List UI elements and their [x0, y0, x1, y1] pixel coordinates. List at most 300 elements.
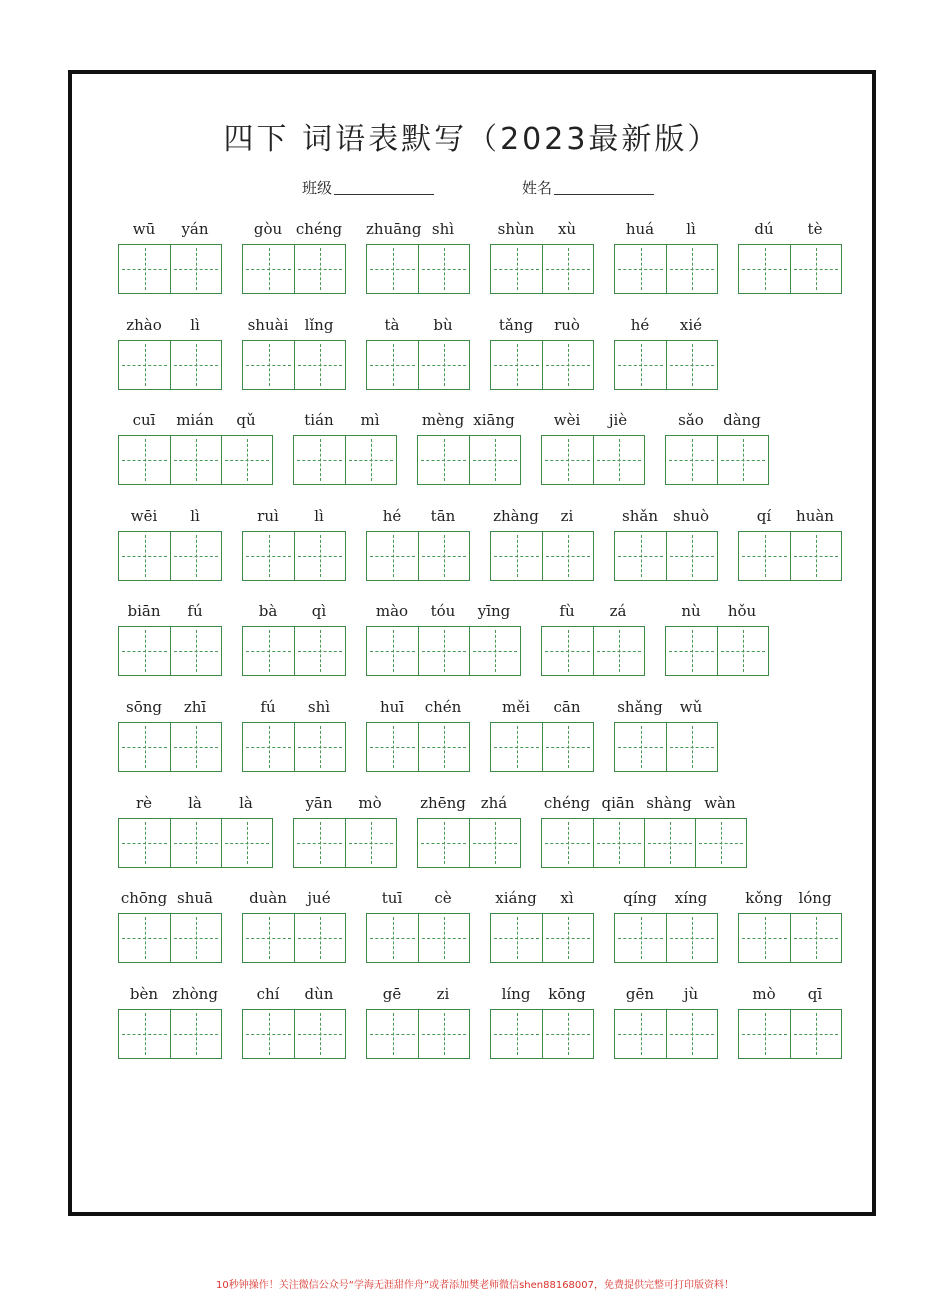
word-item	[366, 220, 469, 296]
pinyin-syllable: cān	[553, 698, 581, 716]
pinyin-row	[541, 411, 644, 431]
pinyin-syllable: tóu	[430, 602, 456, 621]
pinyin-syllable: là	[239, 793, 253, 812]
word-item	[541, 602, 644, 678]
tian-zi-ge-cell[interactable]	[666, 627, 717, 675]
tian-zi-ge-cell[interactable]	[542, 436, 593, 484]
writing-boxes	[614, 722, 718, 772]
student-info-row	[72, 177, 872, 201]
tian-zi-ge-cell[interactable]	[243, 914, 294, 962]
word-item	[118, 316, 221, 392]
pinyin-syllable: tǎng	[498, 315, 534, 334]
tian-zi-ge-cell[interactable]	[170, 1010, 221, 1058]
writing-boxes	[366, 1009, 470, 1059]
pinyin-syllable: mò	[358, 793, 382, 812]
word-item	[738, 889, 841, 965]
tian-zi-ge-cell[interactable]	[542, 532, 593, 580]
pinyin-row	[366, 507, 469, 527]
pinyin-row	[242, 889, 345, 909]
pinyin-row	[417, 411, 520, 431]
pinyin-row	[118, 602, 221, 622]
pinyin-syllable: huá	[625, 220, 655, 238]
pinyin-syllable: là	[188, 793, 202, 812]
writing-boxes	[738, 1009, 842, 1059]
pinyin-syllable: nù	[681, 602, 701, 621]
writing-boxes	[118, 244, 222, 294]
tian-zi-ge-cell[interactable]	[491, 341, 542, 389]
pinyin-syllable: qíng	[623, 889, 657, 908]
page-title: 四下 词语表默写（2023最新版）	[223, 122, 721, 157]
pinyin-syllable: shuài	[247, 315, 289, 334]
pinyin-syllable: fú	[187, 602, 203, 621]
writing-boxes	[490, 913, 594, 963]
pinyin-row	[118, 985, 221, 1005]
pinyin-syllable: biān	[127, 602, 161, 621]
pinyin-syllable: huī	[379, 698, 405, 716]
writing-boxes	[118, 722, 222, 772]
pinyin-syllable: shùn	[497, 220, 535, 238]
tian-zi-ge-cell[interactable]	[367, 723, 418, 771]
tian-zi-ge-cell[interactable]	[294, 1010, 345, 1058]
tian-zi-ge-cell[interactable]	[243, 245, 294, 293]
pinyin-syllable: chí	[256, 984, 280, 1003]
pinyin-syllable: cè	[434, 889, 452, 908]
writing-boxes	[293, 818, 397, 868]
tian-zi-ge-cell[interactable]	[469, 436, 520, 484]
pinyin-row	[118, 698, 221, 718]
pinyin-syllable: tà	[384, 315, 400, 334]
pinyin-row	[614, 220, 717, 240]
tian-zi-ge-cell[interactable]	[367, 532, 418, 580]
tian-zi-ge-cell[interactable]	[615, 723, 666, 771]
tian-zi-ge-cell[interactable]	[119, 914, 170, 962]
tian-zi-ge-cell[interactable]	[367, 1010, 418, 1058]
tian-zi-ge-cell[interactable]	[418, 627, 469, 675]
worksheet-frame	[68, 70, 876, 1216]
class-field[interactable]	[302, 177, 434, 198]
pinyin-syllable: dùn	[304, 984, 334, 1003]
word-item	[242, 602, 345, 678]
tian-zi-ge-cell[interactable]	[418, 723, 469, 771]
tian-zi-ge-cell[interactable]	[119, 245, 170, 293]
word-item	[490, 507, 593, 583]
pinyin-row	[614, 316, 717, 336]
pinyin-syllable: lóng	[798, 889, 832, 908]
word-item	[614, 316, 717, 392]
pinyin-syllable: shàng	[646, 793, 692, 812]
tian-zi-ge-cell[interactable]	[345, 436, 396, 484]
writing-boxes	[118, 626, 222, 676]
pinyin-syllable: lì	[190, 315, 200, 334]
pinyin-row	[490, 889, 593, 909]
pinyin-syllable: rè	[135, 793, 153, 812]
pinyin-syllable: zi	[436, 984, 450, 1003]
pinyin-row	[614, 985, 717, 1005]
writing-boxes	[118, 340, 222, 390]
tian-zi-ge-cell[interactable]	[367, 627, 418, 675]
tian-zi-ge-cell[interactable]	[294, 819, 345, 867]
pinyin-row	[738, 985, 841, 1005]
word-item	[242, 220, 345, 296]
tian-zi-ge-cell[interactable]	[593, 436, 644, 484]
tian-zi-ge-cell[interactable]	[542, 341, 593, 389]
tian-zi-ge-cell[interactable]	[593, 627, 644, 675]
word-item	[490, 985, 593, 1061]
word-item	[738, 985, 841, 1061]
tian-zi-ge-cell[interactable]	[345, 819, 396, 867]
pinyin-row	[242, 985, 345, 1005]
word-item	[293, 411, 396, 487]
writing-boxes	[490, 531, 594, 581]
pinyin-syllable: ruì	[257, 506, 279, 525]
word-item	[118, 411, 272, 487]
writing-boxes	[417, 818, 521, 868]
writing-boxes	[614, 244, 718, 294]
pinyin-syllable: hé	[630, 315, 650, 334]
tian-zi-ge-cell[interactable]	[739, 1010, 790, 1058]
tian-zi-ge-cell[interactable]	[491, 245, 542, 293]
pinyin-syllable: líng	[501, 984, 531, 1003]
tian-zi-ge-cell[interactable]	[367, 341, 418, 389]
tian-zi-ge-cell[interactable]	[294, 627, 345, 675]
writing-boxes	[366, 340, 470, 390]
tian-zi-ge-cell[interactable]	[170, 723, 221, 771]
pinyin-syllable: zhuāng	[366, 220, 422, 238]
tian-zi-ge-cell[interactable]	[294, 245, 345, 293]
pinyin-syllable: kǒng	[745, 889, 783, 908]
pinyin-syllable: shǎn	[622, 506, 658, 525]
tian-zi-ge-cell[interactable]	[418, 436, 469, 484]
pinyin-row	[242, 220, 345, 240]
writing-boxes	[366, 722, 470, 772]
class-label: 班级	[302, 179, 333, 197]
word-item	[366, 507, 469, 583]
tian-zi-ge-cell[interactable]	[666, 341, 717, 389]
writing-boxes	[366, 531, 470, 581]
pinyin-syllable: chén	[424, 698, 462, 716]
writing-boxes	[738, 531, 842, 581]
writing-boxes	[614, 913, 718, 963]
pinyin-syllable: xíng	[674, 889, 708, 908]
pinyin-syllable: cuī	[132, 411, 156, 430]
pinyin-syllable: qī	[807, 984, 823, 1003]
pinyin-row	[541, 794, 746, 814]
word-item	[614, 220, 717, 296]
word-item	[366, 602, 520, 678]
tian-zi-ge-cell[interactable]	[119, 819, 170, 867]
writing-boxes	[417, 435, 521, 485]
pinyin-row	[417, 794, 520, 814]
pinyin-syllable: jué	[307, 889, 331, 908]
word-item	[293, 794, 396, 870]
pinyin-row	[366, 220, 469, 240]
tian-zi-ge-cell[interactable]	[615, 245, 666, 293]
tian-zi-ge-cell[interactable]	[119, 627, 170, 675]
tian-zi-ge-cell[interactable]	[294, 341, 345, 389]
pinyin-syllable: wū	[132, 220, 156, 238]
writing-boxes	[293, 435, 397, 485]
tian-zi-ge-cell[interactable]	[170, 436, 221, 484]
writing-boxes	[242, 626, 346, 676]
word-item	[366, 698, 469, 774]
pinyin-syllable: sǎo	[678, 411, 704, 430]
tian-zi-ge-cell[interactable]	[739, 914, 790, 962]
tian-zi-ge-cell[interactable]	[294, 532, 345, 580]
pinyin-syllable: tè	[807, 220, 823, 238]
pinyin-row	[614, 698, 717, 718]
word-item	[242, 889, 345, 965]
tian-zi-ge-cell[interactable]	[119, 723, 170, 771]
word-item	[490, 220, 593, 296]
pinyin-syllable: bèn	[129, 984, 159, 1003]
pinyin-syllable: jiè	[608, 411, 628, 430]
tian-zi-ge-cell[interactable]	[542, 723, 593, 771]
tian-zi-ge-cell[interactable]	[644, 819, 695, 867]
pinyin-row	[242, 698, 345, 718]
pinyin-syllable: duàn	[249, 889, 287, 908]
pinyin-syllable: shuò	[672, 506, 710, 525]
pinyin-syllable: xié	[679, 315, 703, 334]
word-item	[242, 698, 345, 774]
pinyin-row	[293, 794, 396, 814]
name-label: 姓名	[522, 179, 553, 197]
pinyin-row	[490, 220, 593, 240]
pinyin-syllable: bù	[433, 315, 453, 334]
writing-boxes	[614, 531, 718, 581]
pinyin-syllable: xiāng	[473, 411, 515, 430]
tian-zi-ge-cell[interactable]	[615, 914, 666, 962]
pinyin-syllable: zhá	[480, 793, 508, 812]
tian-zi-ge-cell[interactable]	[491, 914, 542, 962]
tian-zi-ge-cell[interactable]	[790, 245, 841, 293]
tian-zi-ge-cell[interactable]	[170, 914, 221, 962]
tian-zi-ge-cell[interactable]	[615, 1010, 666, 1058]
pinyin-row	[738, 889, 841, 909]
tian-zi-ge-cell[interactable]	[418, 819, 469, 867]
pinyin-syllable: huàn	[796, 506, 834, 525]
tian-zi-ge-cell[interactable]	[418, 1010, 469, 1058]
pinyin-syllable: yán	[181, 220, 209, 238]
writing-boxes	[738, 913, 842, 963]
tian-zi-ge-cell[interactable]	[666, 532, 717, 580]
tian-zi-ge-cell[interactable]	[695, 819, 746, 867]
pinyin-syllable: xiáng	[495, 889, 537, 908]
pinyin-syllable: shì	[307, 698, 331, 716]
writing-boxes	[541, 626, 645, 676]
writing-boxes	[738, 244, 842, 294]
pinyin-syllable: zhào	[126, 315, 162, 334]
tian-zi-ge-cell[interactable]	[221, 436, 272, 484]
word-item	[366, 316, 469, 392]
tian-zi-ge-cell[interactable]	[243, 627, 294, 675]
tian-zi-ge-cell[interactable]	[739, 245, 790, 293]
tian-zi-ge-cell[interactable]	[542, 914, 593, 962]
name-blank-line[interactable]	[554, 178, 654, 195]
pinyin-syllable: zi	[560, 506, 574, 525]
pinyin-syllable: mián	[176, 411, 214, 430]
tian-zi-ge-cell[interactable]	[243, 341, 294, 389]
tian-zi-ge-cell[interactable]	[367, 914, 418, 962]
tian-zi-ge-cell[interactable]	[418, 914, 469, 962]
tian-zi-ge-cell[interactable]	[666, 1010, 717, 1058]
tian-zi-ge-cell[interactable]	[542, 819, 593, 867]
tian-zi-ge-cell[interactable]	[666, 914, 717, 962]
writing-boxes	[541, 818, 747, 868]
tian-zi-ge-cell[interactable]	[666, 436, 717, 484]
class-blank-line[interactable]	[334, 178, 434, 195]
pinyin-syllable: qǔ	[236, 411, 256, 430]
pinyin-syllable: jù	[683, 984, 699, 1003]
tian-zi-ge-cell[interactable]	[170, 341, 221, 389]
word-item	[541, 411, 644, 487]
pinyin-row	[118, 889, 221, 909]
pinyin-row	[293, 411, 396, 431]
tian-zi-ge-cell[interactable]	[469, 819, 520, 867]
pinyin-row	[242, 316, 345, 336]
word-item	[242, 507, 345, 583]
tian-zi-ge-cell[interactable]	[119, 532, 170, 580]
tian-zi-ge-cell[interactable]	[294, 914, 345, 962]
word-item	[366, 889, 469, 965]
pinyin-syllable: shuā	[177, 889, 213, 908]
tian-zi-ge-cell[interactable]	[717, 436, 768, 484]
writing-boxes	[366, 626, 521, 676]
word-item	[242, 985, 345, 1061]
word-item	[614, 698, 717, 774]
pinyin-syllable: lì	[190, 506, 200, 525]
writing-boxes	[490, 340, 594, 390]
tian-zi-ge-cell[interactable]	[491, 723, 542, 771]
tian-zi-ge-cell[interactable]	[294, 436, 345, 484]
pinyin-row	[366, 602, 520, 622]
pinyin-syllable: fù	[559, 602, 575, 621]
pinyin-syllable: lǐng	[304, 315, 334, 334]
word-item	[738, 507, 841, 583]
pinyin-syllable: tān	[430, 506, 456, 525]
word-item	[614, 889, 717, 965]
pinyin-syllable: hǒu	[727, 602, 757, 621]
tian-zi-ge-cell[interactable]	[119, 341, 170, 389]
pinyin-syllable: dàng	[723, 411, 761, 430]
tian-zi-ge-cell[interactable]	[119, 436, 170, 484]
pinyin-row	[366, 985, 469, 1005]
tian-zi-ge-cell[interactable]	[243, 723, 294, 771]
word-item	[490, 698, 593, 774]
tian-zi-ge-cell[interactable]	[790, 1010, 841, 1058]
tian-zi-ge-cell[interactable]	[367, 245, 418, 293]
pinyin-row	[665, 602, 768, 622]
pinyin-syllable: wēi	[130, 506, 158, 525]
writing-boxes	[242, 1009, 346, 1059]
pinyin-syllable: mào	[375, 602, 409, 621]
pinyin-syllable: shì	[431, 220, 455, 238]
tian-zi-ge-cell[interactable]	[243, 532, 294, 580]
writing-boxes	[665, 626, 769, 676]
pinyin-row	[490, 985, 593, 1005]
writing-boxes	[541, 435, 645, 485]
tian-zi-ge-cell[interactable]	[790, 532, 841, 580]
pinyin-row	[118, 220, 221, 240]
pinyin-row	[366, 889, 469, 909]
word-item	[541, 794, 746, 870]
pinyin-row	[118, 507, 221, 527]
pinyin-row	[665, 411, 768, 431]
tian-zi-ge-cell[interactable]	[221, 819, 272, 867]
pinyin-syllable: shǎng	[617, 698, 663, 716]
tian-zi-ge-cell[interactable]	[418, 341, 469, 389]
word-item	[242, 316, 345, 392]
word-item	[118, 985, 221, 1061]
pinyin-syllable: zá	[609, 602, 627, 621]
tian-zi-ge-cell[interactable]	[418, 245, 469, 293]
tian-zi-ge-cell[interactable]	[542, 1010, 593, 1058]
tian-zi-ge-cell[interactable]	[294, 723, 345, 771]
word-item	[738, 220, 841, 296]
pinyin-syllable: chōng	[120, 889, 168, 908]
writing-boxes	[614, 1009, 718, 1059]
writing-boxes	[242, 244, 346, 294]
word-item	[490, 889, 593, 965]
pinyin-syllable: hé	[382, 506, 402, 525]
tian-zi-ge-cell[interactable]	[717, 627, 768, 675]
tian-zi-ge-cell[interactable]	[418, 532, 469, 580]
pinyin-syllable: zhòng	[172, 984, 218, 1003]
pinyin-row	[242, 602, 345, 622]
pinyin-syllable: chéng	[543, 793, 591, 812]
tian-zi-ge-cell[interactable]	[469, 627, 520, 675]
pinyin-syllable: gòu	[253, 220, 283, 238]
pinyin-syllable: lì	[686, 220, 696, 238]
pinyin-syllable: gēn	[625, 984, 655, 1003]
tian-zi-ge-cell[interactable]	[491, 532, 542, 580]
tian-zi-ge-cell[interactable]	[666, 723, 717, 771]
tian-zi-ge-cell[interactable]	[593, 819, 644, 867]
tian-zi-ge-cell[interactable]	[739, 532, 790, 580]
tian-zi-ge-cell[interactable]	[243, 1010, 294, 1058]
tian-zi-ge-cell[interactable]	[170, 245, 221, 293]
pinyin-row	[490, 698, 593, 718]
word-item	[366, 985, 469, 1061]
pinyin-syllable: zhàng	[493, 506, 539, 525]
tian-zi-ge-cell[interactable]	[170, 532, 221, 580]
pinyin-syllable: kōng	[548, 984, 586, 1003]
tian-zi-ge-cell[interactable]	[790, 914, 841, 962]
pinyin-row	[614, 889, 717, 909]
footer-note: 10秒钟操作！关注微信公众号“学海无涯甜作舟”或者添加樊老师微信shen88168007，免费提供完整可打印版资料！	[215, 1280, 735, 1291]
writing-boxes	[490, 722, 594, 772]
word-item	[118, 794, 272, 870]
pinyin-syllable: yān	[305, 793, 333, 812]
tian-zi-ge-cell[interactable]	[542, 627, 593, 675]
word-item	[118, 889, 221, 965]
tian-zi-ge-cell[interactable]	[119, 1010, 170, 1058]
pinyin-syllable: tián	[304, 411, 334, 430]
tian-zi-ge-cell[interactable]	[666, 245, 717, 293]
tian-zi-ge-cell[interactable]	[170, 627, 221, 675]
tian-zi-ge-cell[interactable]	[491, 1010, 542, 1058]
tian-zi-ge-cell[interactable]	[615, 341, 666, 389]
pinyin-row	[541, 602, 644, 622]
pinyin-syllable: zhēng	[420, 793, 466, 812]
tian-zi-ge-cell[interactable]	[615, 532, 666, 580]
pinyin-syllable: zhī	[183, 698, 207, 716]
tian-zi-ge-cell[interactable]	[542, 245, 593, 293]
writing-boxes	[490, 1009, 594, 1059]
pinyin-syllable: yīng	[477, 602, 511, 621]
pinyin-syllable: sōng	[126, 698, 162, 716]
tian-zi-ge-cell[interactable]	[170, 819, 221, 867]
name-field[interactable]	[522, 177, 654, 198]
